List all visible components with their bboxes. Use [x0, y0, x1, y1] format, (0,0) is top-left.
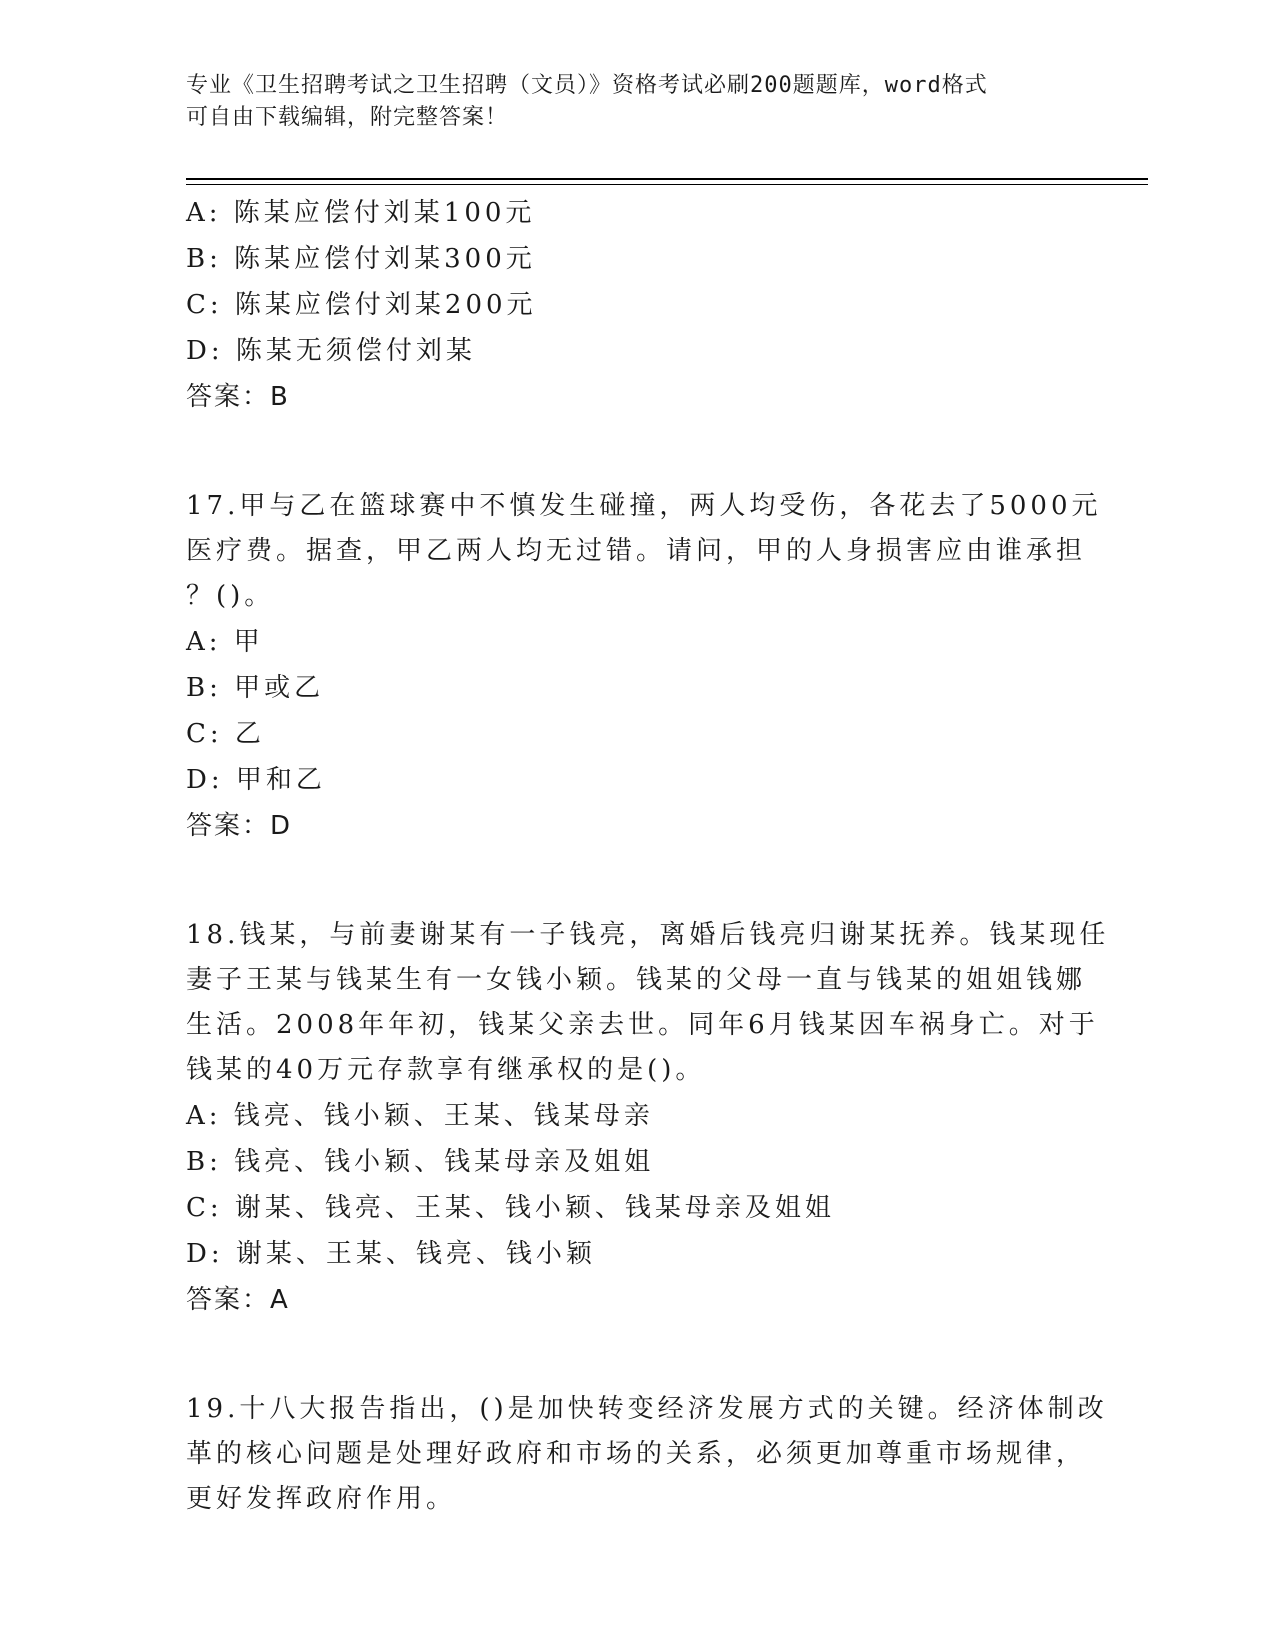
header-rule-thin [186, 184, 1148, 185]
option-c: C: 乙 [186, 719, 265, 749]
option-b: B: 钱亮、钱小颖、钱某母亲及姐姐 [186, 1147, 655, 1177]
question-text-line: 革的核心问题是处理好政府和市场的关系，必须更加尊重市场规律， [186, 1439, 1087, 1469]
option-b: B: 陈某应偿付刘某300元 [186, 244, 536, 274]
option-a: A: 钱亮、钱小颖、王某、钱某母亲 [186, 1101, 654, 1131]
question-19 [186, 1387, 1108, 1522]
question-16 [186, 190, 1086, 420]
option-c: C: 陈某应偿付刘某200元 [186, 290, 537, 320]
option-d: D: 陈某无须偿付刘某 [186, 336, 476, 366]
question-text-line: 18.钱某，与前妻谢某有一子钱亮，离婚后钱亮归谢某抚养。钱某现任 [186, 920, 1110, 950]
option-d: D: 甲和乙 [186, 765, 326, 795]
question-text-line: 更好发挥政府作用。 [186, 1484, 457, 1514]
question-text-line: 生活。2008年年初，钱某父亲去世。同年6月钱某因车祸身亡。对于 [186, 1010, 1099, 1040]
option-d: D: 谢某、王某、钱亮、钱小颖 [186, 1239, 596, 1269]
question-17 [186, 484, 1102, 849]
question-text-line: 17.甲与乙在篮球赛中不慎发生碰撞，两人均受伤，各花去了5000元 [186, 491, 1102, 521]
document-header [186, 70, 1066, 134]
question-list [186, 190, 1110, 1522]
header-line-2: 可自由下载编辑，附完整答案！ [186, 105, 509, 130]
question-text-line: 妻子王某与钱某生有一女钱小颖。钱某的父母一直与钱某的姐姐钱娜 [186, 965, 1087, 995]
header-line-1: 专业《卫生招聘考试之卫生招聘（文员）》资格考试必刷200题题库，word格式 [186, 73, 988, 98]
header-rule-thick [186, 178, 1148, 180]
question-text-line: 19.十八大报告指出，()是加快转变经济发展方式的关键。经济体制改 [186, 1394, 1108, 1424]
question-18 [186, 913, 1110, 1323]
answer: 答案：D [186, 811, 293, 841]
question-text-line: 钱某的40万元存款享有继承权的是()。 [186, 1055, 706, 1085]
answer: 答案：B [186, 382, 290, 412]
question-text-line: ？()。 [186, 581, 275, 611]
option-c: C: 谢某、钱亮、王某、钱小颖、钱某母亲及姐姐 [186, 1193, 835, 1223]
answer: 答案：A [186, 1285, 290, 1315]
question-text-line: 医疗费。据查，甲乙两人均无过错。请问，甲的人身损害应由谁承担 [186, 536, 1087, 566]
option-a: A: 陈某应偿付刘某100元 [186, 198, 536, 228]
option-b: B: 甲或乙 [186, 673, 325, 703]
option-a: A: 甲 [186, 627, 264, 657]
